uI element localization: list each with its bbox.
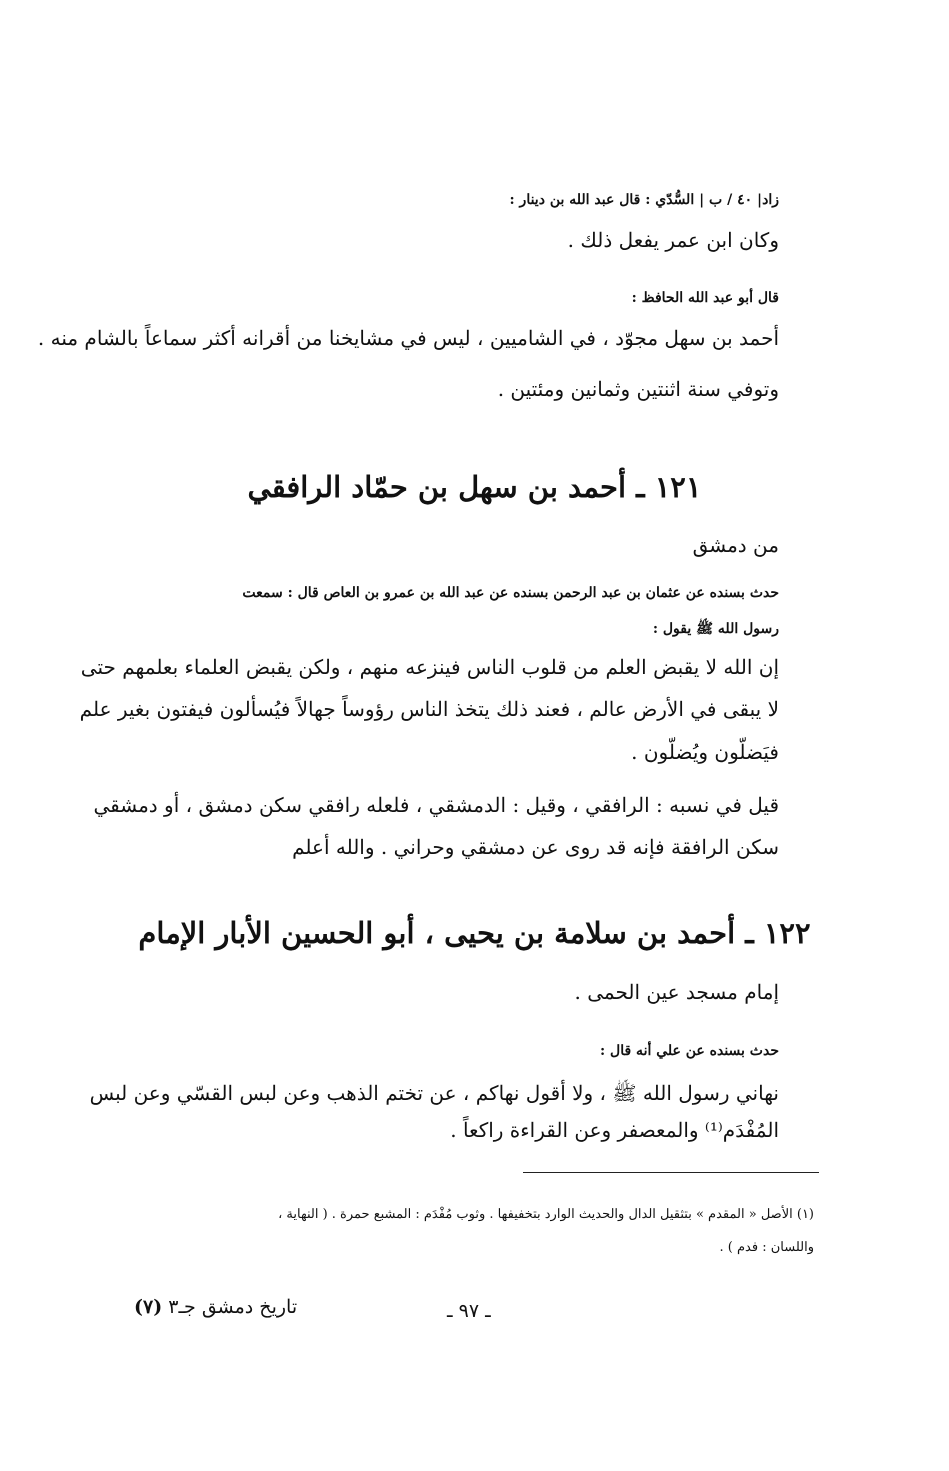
footnote-separator — [523, 1172, 819, 1173]
entry-122-hadith-line-1: نهاني رسول الله ﷺ ، ولا أقول نهاكم ، عن تختم الذهب وعن لبس القسّي وعن لبس — [89, 1081, 779, 1105]
entry-121-origin: من دمشق — [692, 533, 779, 557]
source-line: زاد| ٤٠ / ب | السُّدّي : قال عبد الله بن دينار : — [509, 192, 779, 208]
entry-121-hadith-line-2: لا يبقى في الأرض عالم ، فعند ذلك يتخذ الناس رؤوساً جهالاً فيُسألون فيفتون بغير علم — [79, 697, 779, 721]
entry-121-isnad-line-1: حدث بسنده عن عثمان بن عبد الرحمن بسنده عن عبد الله بن عمرو بن العاص قال : سمعت — [242, 585, 779, 601]
quote-line: وكان ابن عمر يفعل ذلك . — [567, 228, 779, 252]
entry-121-note-line-2: سكن الرافقة فإنه قد روى عن دمشقي وحراني . والله أعلم — [292, 835, 779, 859]
footer-book-title — [134, 1296, 297, 1318]
entry-122-title: ١٢٢ ـ أحمد بن سلامة بن يحيى ، أبو الحسين الأبار الإمام — [138, 916, 811, 950]
hafiz-intro: قال أبو عبد الله الحافظ : — [631, 290, 779, 306]
page-number: ـ ٩٧ ـ — [447, 1300, 491, 1322]
death-line: وتوفي سنة اثنتين وثمانين ومئتين . — [497, 377, 779, 401]
entry-122-hadith-line-2: المُفْدَم⁽¹⁾ والمعصفر وعن القراءة راكعاً . — [450, 1118, 779, 1142]
footnote-line-1: (١) الأصل « المقدم » بتثقيل الدال والحديث الوارد بتخفيفها . وثوب مُفْدَم : المشبع حمرة . ( النهاية ، — [278, 1207, 814, 1222]
footnote-line-2: واللسان : فدم ) . — [719, 1240, 814, 1255]
book-title: تاريخ دمشق جـ٣ — [168, 1296, 298, 1318]
volume-mark: (٧) — [134, 1296, 163, 1318]
hafiz-text: أحمد بن سهل مجوّد ، في الشاميين ، ليس في مشايخنا من أقرانه أكثر سماعاً بالشام منه . — [37, 326, 779, 350]
entry-121-hadith-line-1: إن الله لا يقبض العلم من قلوب الناس فينزعه منهم ، ولكن يقبض العلماء بعلمهم حتى — [80, 655, 779, 679]
entry-122-role: إمام مسجد عين الحمى . — [574, 980, 779, 1004]
entry-121-note-line-1: قيل في نسبه : الرافقي ، وقيل : الدمشقي ، فلعله رافقي سكن دمشق ، أو دمشقي — [93, 793, 779, 817]
entry-121-isnad-line-2: رسول الله ﷺ يقول : — [652, 621, 779, 637]
entry-121-title: ١٢١ ـ أحمد بن سهل بن حمّاد الرافقي — [247, 470, 702, 504]
entry-122-isnad: حدث بسنده عن علي أنه قال : — [600, 1043, 779, 1059]
entry-121-hadith-line-3: فيَضلّون ويُضلّون . — [631, 740, 779, 764]
